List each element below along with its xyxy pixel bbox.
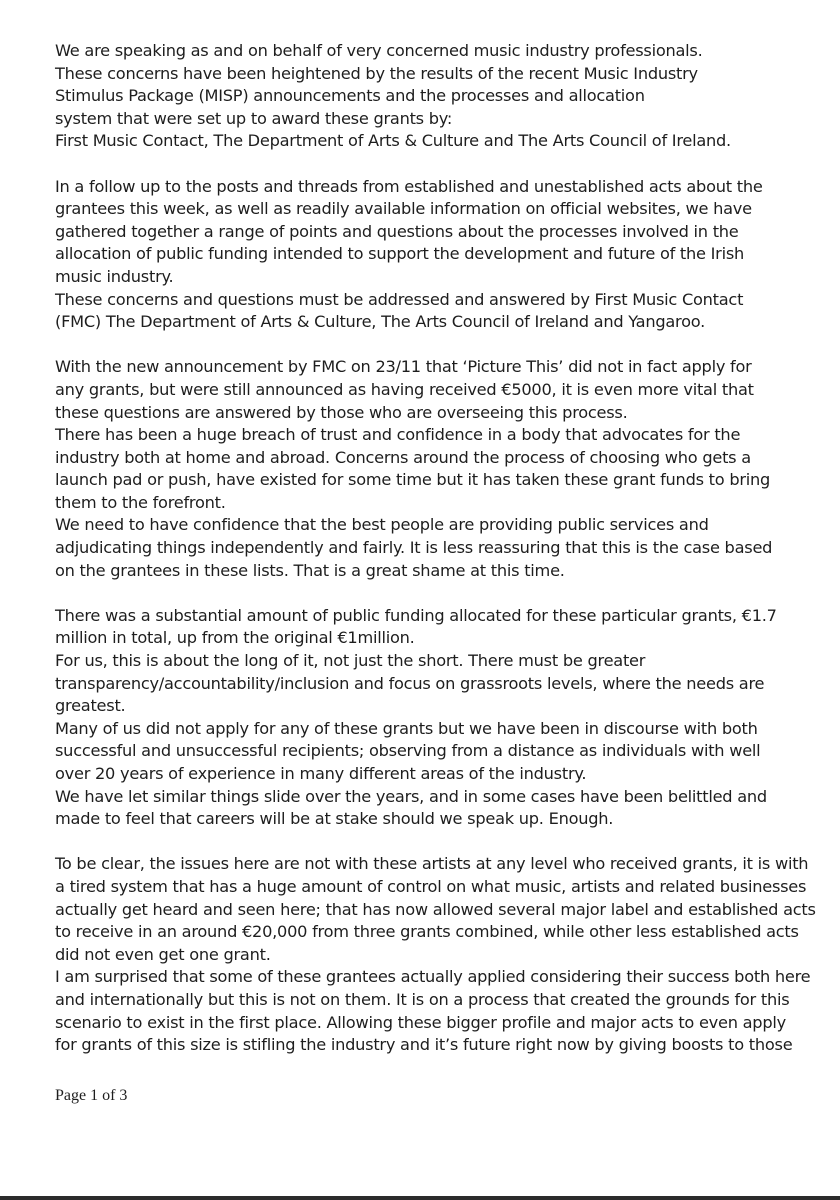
text-line: launch pad or push, have existed for some time but it has taken these grant funds to bring: [55, 470, 771, 490]
text-line: them to the forefront.: [55, 492, 226, 512]
text-line: (FMC) The Department of Arts & Culture, The Arts Council of Ireland and Yangaroo.: [55, 312, 705, 332]
text-line: these questions are answered by those who are overseeing this process.: [55, 402, 628, 422]
text-line: over 20 years of experience in many different areas of the industry.: [55, 764, 587, 783]
text-line: million in total, up from the original €1million.: [55, 628, 415, 648]
text-line: music industry.: [55, 266, 174, 286]
text-line: adjudicating things independently and fairly. It is less reassuring that this is the case based: [55, 538, 773, 558]
text-line: for grants of this size is stifling the industry and it’s future right now by giving boosts to those: [55, 1035, 793, 1055]
text-line: actually get heard and seen here; that has now allowed several major label and established acts: [55, 899, 816, 919]
text-line: I am surprised that some of these grantees actually applied considering their success both here: [55, 967, 811, 987]
text-line: industry both at home and abroad. Concerns around the process of choosing who gets a: [55, 447, 751, 467]
text-line: successful and unsuccessful recipients; observing from a distance as individuals with well: [55, 741, 761, 761]
text-line: There was a substantial amount of public funding allocated for these particular grants, €1.7: [55, 605, 777, 625]
text-line: There has been a huge breach of trust and confidence in a body that advocates for the: [55, 425, 741, 445]
text-line: on the grantees in these lists. That is a great shame at this time.: [55, 560, 565, 580]
bottom-edge-divider: [0, 1196, 840, 1200]
text-line: made to feel that careers will be at stake should we speak up. Enough.: [55, 809, 614, 829]
document-body: [55, 40, 833, 1079]
text-line: gathered together a range of points and questions about the processes involved in the: [55, 221, 739, 241]
text-line: system that were set up to award these grants by:: [55, 108, 453, 128]
text-line: did not even get one grant.: [55, 944, 271, 964]
text-line: With the new announcement by FMC on 23/11 that ‘Picture This’ did not in fact apply for: [55, 357, 752, 377]
paragraph: [55, 605, 833, 831]
text-line: grantees this week, as well as readily available information on official websites, we have: [55, 199, 752, 219]
text-line: allocation of public funding intended to support the development and future of the Irish: [55, 244, 745, 264]
text-line: a tired system that has a huge amount of control on what music, artists and related businesses: [55, 876, 807, 896]
text-line: First Music Contact, The Department of Arts & Culture and The Arts Council of Ireland.: [55, 131, 731, 151]
paragraph: [55, 176, 833, 334]
text-line: We have let similar things slide over the years, and in some cases have been belittled and: [55, 786, 767, 806]
text-line: These concerns and questions must be addressed and answered by First Music Contact: [55, 289, 744, 309]
paragraph: [55, 40, 833, 153]
text-line: We need to have confidence that the best people are providing public services and: [55, 515, 709, 535]
paragraph: [55, 356, 833, 582]
text-line: We are speaking as and on behalf of very concerned music industry professionals.: [55, 41, 703, 60]
page-number: Page 1 of 3: [55, 1087, 128, 1104]
text-line: scenario to exist in the first place. Allowing these bigger profile and major acts to even apply: [55, 1012, 786, 1032]
paragraph: [55, 853, 833, 1056]
text-line: To be clear, the issues here are not with these artists at any level who received grants, it is with: [55, 854, 809, 874]
text-line: to receive in an around €20,000 from three grants combined, while other less established acts: [55, 922, 799, 942]
text-line: Stimulus Package (MISP) announcements and the processes and allocation: [55, 86, 645, 106]
text-line: greatest.: [55, 696, 126, 716]
text-line: These concerns have been heightened by the results of the recent Music Industry: [55, 63, 698, 83]
text-line: and internationally but this is not on them. It is on a process that created the grounds for this: [55, 989, 790, 1009]
text-line: any grants, but were still announced as having received €5000, it is even more vital that: [55, 379, 754, 399]
text-line: transparency/accountability/inclusion and focus on grassroots levels, where the needs are: [55, 673, 765, 693]
text-line: In a follow up to the posts and threads from established and unestablished acts about the: [55, 176, 763, 196]
text-line: Many of us did not apply for any of these grants but we have been in discourse with both: [55, 718, 758, 738]
text-line: For us, this is about the long of it, not just the short. There must be greater: [55, 651, 646, 671]
